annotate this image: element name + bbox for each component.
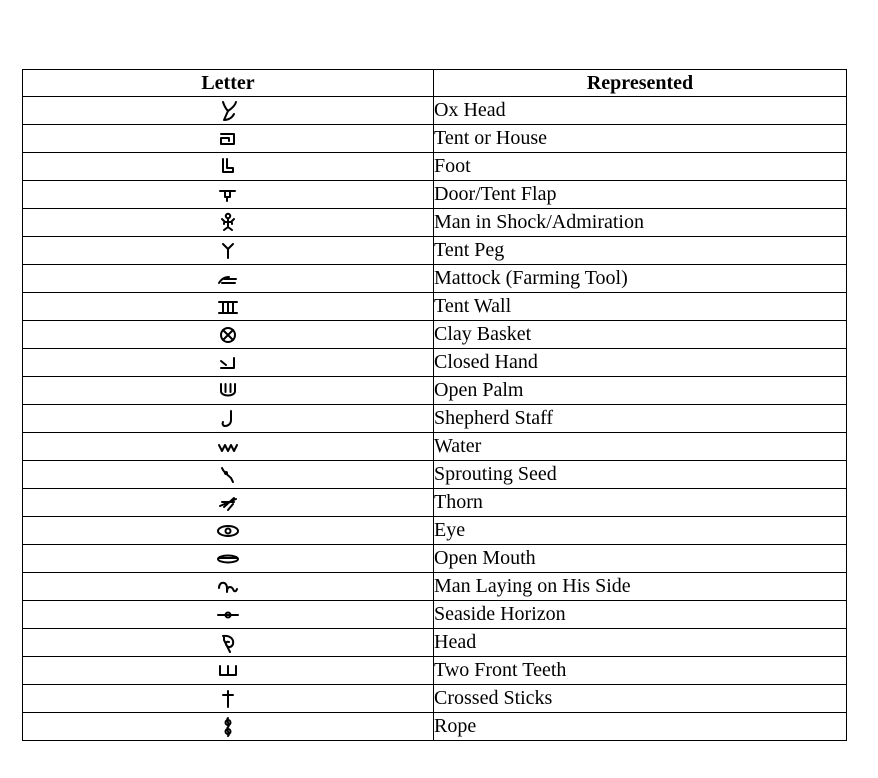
table-row bbox=[23, 433, 847, 461]
table-row bbox=[23, 265, 847, 293]
door-icon bbox=[216, 184, 240, 206]
header-letter: Letter bbox=[23, 70, 434, 97]
tent-peg-icon bbox=[216, 240, 240, 262]
letter-cell bbox=[23, 545, 434, 573]
rope-icon bbox=[216, 716, 240, 738]
table-row bbox=[23, 545, 847, 573]
table-row bbox=[23, 573, 847, 601]
front-teeth-icon bbox=[216, 660, 240, 682]
letter-cell bbox=[23, 377, 434, 405]
represented-cell: Tent Wall bbox=[434, 293, 847, 321]
represented-cell: Clay Basket bbox=[434, 321, 847, 349]
letter-cell bbox=[23, 657, 434, 685]
represented-cell: Eye bbox=[434, 517, 847, 545]
tent-house-icon bbox=[216, 128, 240, 150]
letter-cell bbox=[23, 685, 434, 713]
letter-cell bbox=[23, 461, 434, 489]
represented-cell: Water bbox=[434, 433, 847, 461]
represented-cell: Two Front Teeth bbox=[434, 657, 847, 685]
letter-cell bbox=[23, 349, 434, 377]
table-row bbox=[23, 517, 847, 545]
letter-cell bbox=[23, 153, 434, 181]
table-row bbox=[23, 405, 847, 433]
table-row bbox=[23, 685, 847, 713]
represented-cell: Seaside Horizon bbox=[434, 601, 847, 629]
foot-icon bbox=[216, 156, 240, 178]
table-row bbox=[23, 293, 847, 321]
represented-cell: Man Laying on His Side bbox=[434, 573, 847, 601]
table-row bbox=[23, 489, 847, 517]
head-icon bbox=[216, 632, 240, 654]
letter-cell bbox=[23, 209, 434, 237]
represented-cell: Ox Head bbox=[434, 97, 847, 125]
represented-cell: Open Palm bbox=[434, 377, 847, 405]
ox-head-icon bbox=[216, 100, 240, 122]
letter-cell bbox=[23, 713, 434, 741]
eye-icon bbox=[216, 520, 240, 542]
letter-cell bbox=[23, 321, 434, 349]
shepherd-staff-icon bbox=[216, 408, 240, 430]
letter-cell bbox=[23, 237, 434, 265]
table-row bbox=[23, 461, 847, 489]
crossed-sticks-icon bbox=[216, 688, 240, 710]
letter-cell bbox=[23, 181, 434, 209]
mattock-icon bbox=[216, 268, 240, 290]
sprouting-seed-icon bbox=[216, 464, 240, 486]
represented-cell: Closed Hand bbox=[434, 349, 847, 377]
letters-table bbox=[22, 69, 847, 741]
letter-cell bbox=[23, 489, 434, 517]
letter-cell bbox=[23, 97, 434, 125]
thorn-icon bbox=[216, 492, 240, 514]
table-row bbox=[23, 349, 847, 377]
table-row bbox=[23, 209, 847, 237]
represented-cell: Thorn bbox=[434, 489, 847, 517]
table-row bbox=[23, 97, 847, 125]
represented-cell: Door/Tent Flap bbox=[434, 181, 847, 209]
table-row bbox=[23, 181, 847, 209]
header-row bbox=[23, 70, 847, 97]
closed-hand-icon bbox=[216, 352, 240, 374]
represented-cell: Sprouting Seed bbox=[434, 461, 847, 489]
letter-cell bbox=[23, 125, 434, 153]
seaside-horizon-icon bbox=[216, 604, 240, 626]
letter-cell bbox=[23, 573, 434, 601]
represented-cell: Shepherd Staff bbox=[434, 405, 847, 433]
letter-cell bbox=[23, 433, 434, 461]
table-row bbox=[23, 713, 847, 741]
table-row bbox=[23, 629, 847, 657]
represented-cell: Tent or House bbox=[434, 125, 847, 153]
represented-cell: Tent Peg bbox=[434, 237, 847, 265]
represented-cell: Head bbox=[434, 629, 847, 657]
open-mouth-icon bbox=[216, 548, 240, 570]
represented-cell: Crossed Sticks bbox=[434, 685, 847, 713]
header-represented: Represented bbox=[434, 70, 847, 97]
represented-cell: Foot bbox=[434, 153, 847, 181]
table-row bbox=[23, 657, 847, 685]
open-palm-icon bbox=[216, 380, 240, 402]
letter-cell bbox=[23, 629, 434, 657]
table-row bbox=[23, 153, 847, 181]
letter-cell bbox=[23, 293, 434, 321]
represented-cell: Mattock (Farming Tool) bbox=[434, 265, 847, 293]
letter-cell bbox=[23, 265, 434, 293]
represented-cell: Rope bbox=[434, 713, 847, 741]
table-row bbox=[23, 377, 847, 405]
letter-cell bbox=[23, 405, 434, 433]
table-row bbox=[23, 321, 847, 349]
tent-wall-icon bbox=[216, 296, 240, 318]
letter-cell bbox=[23, 601, 434, 629]
table-row bbox=[23, 601, 847, 629]
letter-cell bbox=[23, 517, 434, 545]
water-icon bbox=[216, 436, 240, 458]
table-row bbox=[23, 125, 847, 153]
represented-cell: Open Mouth bbox=[434, 545, 847, 573]
represented-cell: Man in Shock/Admiration bbox=[434, 209, 847, 237]
man-shock-icon bbox=[216, 212, 240, 234]
clay-basket-icon bbox=[216, 324, 240, 346]
table-row bbox=[23, 237, 847, 265]
man-laying-icon bbox=[216, 576, 240, 598]
